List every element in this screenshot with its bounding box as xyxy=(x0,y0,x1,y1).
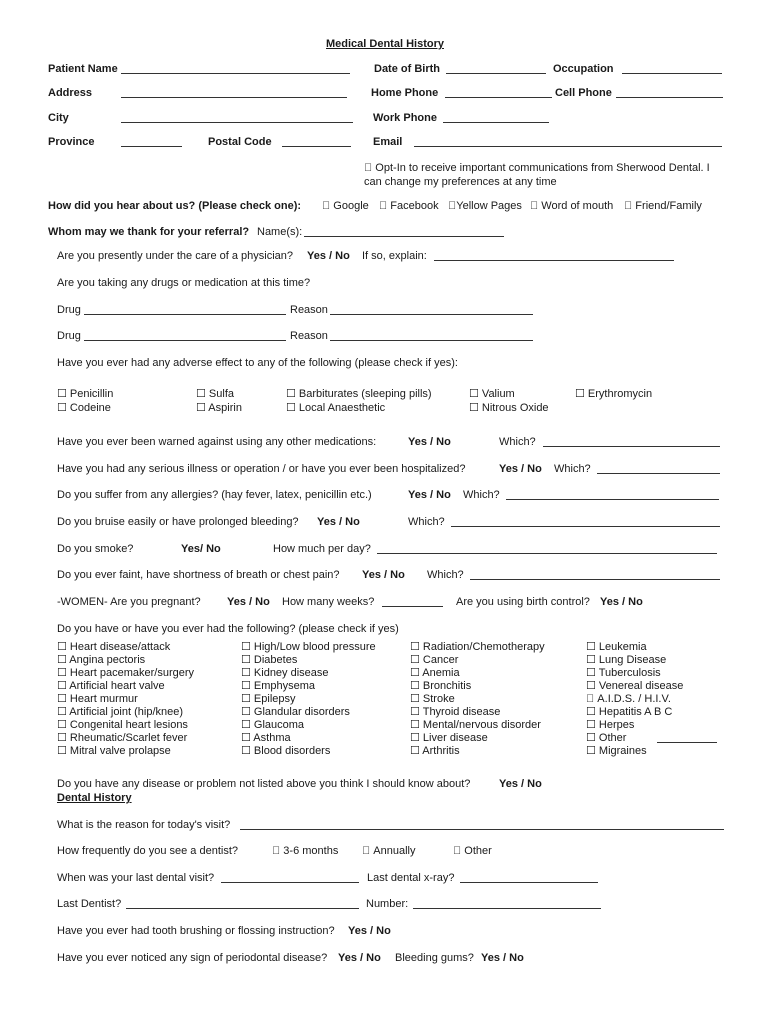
warned-which-field[interactable] xyxy=(543,435,720,447)
condition-checkbox[interactable]: ☐ Venereal disease xyxy=(586,680,684,692)
home-phone-label: Home Phone xyxy=(371,87,439,99)
illness-which-field[interactable] xyxy=(597,462,720,474)
condition-checkbox[interactable]: ☐ Other xyxy=(586,732,627,744)
adverse-checkbox[interactable]: ☐ Codeine xyxy=(57,402,111,414)
drug-label: Drug xyxy=(57,304,81,316)
number-label: Number: xyxy=(366,898,409,910)
faint-question: Do you ever faint, have shortness of breath or chest pain? xyxy=(57,569,340,581)
bleeding-gums-question: Bleeding gums? xyxy=(395,952,474,964)
condition-checkbox[interactable]: ☐ Rheumatic/Scarlet fever xyxy=(57,732,188,744)
allergies-which-field[interactable] xyxy=(506,488,719,500)
date-of-birth-label: Date of Birth xyxy=(374,63,440,75)
drug-label: Drug xyxy=(57,330,81,342)
email-field[interactable] xyxy=(414,135,722,147)
reason-field[interactable] xyxy=(330,303,533,315)
postal-code-label: Postal Code xyxy=(208,136,272,148)
adverse-checkbox[interactable]: ☐ Local Anaesthetic xyxy=(286,402,386,414)
condition-checkbox[interactable]: ☐ Artificial heart valve xyxy=(57,680,165,692)
condition-checkbox[interactable]: ☐ High/Low blood pressure xyxy=(241,641,376,653)
adverse-checkbox[interactable]: ☐ Erythromycin xyxy=(575,388,653,400)
adverse-checkbox[interactable]: ☐ Barbiturates (sleeping pills) xyxy=(286,388,432,400)
condition-checkbox[interactable]: ☐ Hepatitis A B C xyxy=(586,706,673,718)
last-xray-question: Last dental x-ray? xyxy=(367,872,455,884)
bruise-which-field[interactable] xyxy=(451,515,720,527)
warned-yes-no[interactable]: Yes / No xyxy=(408,436,451,448)
condition-checkbox[interactable]: ☐ Migraines xyxy=(586,745,647,757)
which-label: Which? xyxy=(427,569,464,581)
reason-label: Reason xyxy=(290,330,328,342)
visit-reason-field[interactable] xyxy=(240,818,724,830)
physician-question: Are you presently under the care of a physician? xyxy=(57,250,294,262)
referral-question: Whom may we thank for your referral? xyxy=(48,226,250,238)
opt-in-checkbox[interactable]: Opt-In to receive important communications from Sherwood Dental. I xyxy=(364,162,699,174)
dental-history-heading: Dental History xyxy=(57,792,132,804)
smoke-yes-no[interactable]: Yes/ No xyxy=(181,543,221,555)
hear-yellow-pages-option[interactable]: Yellow Pages xyxy=(448,200,514,212)
last-dentist-label: Last Dentist? xyxy=(57,898,122,910)
which-label: Which? xyxy=(554,463,591,475)
condition-checkbox[interactable]: ☐ Radiation/Chemotherapy xyxy=(410,641,545,653)
work-phone-field[interactable] xyxy=(443,111,549,123)
last-visit-field[interactable] xyxy=(221,871,359,883)
other-disease-yes-no[interactable]: Yes / No xyxy=(499,778,542,790)
which-label: Which? xyxy=(463,489,500,501)
bleeding-gums-yes-no[interactable]: Yes / No xyxy=(481,952,524,964)
which-label: Which? xyxy=(408,516,445,528)
condition-checkbox[interactable]: ☐ Bronchitis xyxy=(410,680,472,692)
faint-which-field[interactable] xyxy=(470,568,720,580)
condition-checkbox[interactable]: ☐ Epilepsy xyxy=(241,693,296,705)
condition-checkbox[interactable]: A.I.D.S. / H.I.V. xyxy=(586,693,660,705)
bruise-question: Do you bruise easily or have prolonged bleeding? xyxy=(57,516,299,528)
city-field[interactable] xyxy=(121,111,353,123)
adverse-checkbox[interactable]: ☐ Aspirin xyxy=(196,402,242,414)
which-label: Which? xyxy=(499,436,536,448)
city-label: City xyxy=(48,112,69,124)
hear-friend-family-option[interactable]: Friend/Family xyxy=(624,200,691,212)
condition-checkbox[interactable]: ☐ Lung Disease xyxy=(586,654,667,666)
how-much-label: How much per day? xyxy=(273,543,371,555)
condition-checkbox[interactable]: ☐ Tuberculosis xyxy=(586,667,661,679)
condition-checkbox[interactable]: ☐ Angina pectoris xyxy=(57,654,146,666)
province-field[interactable] xyxy=(121,135,182,147)
drug-field[interactable] xyxy=(84,329,286,341)
pregnant-question: -WOMEN- Are you pregnant? xyxy=(57,596,201,608)
condition-checkbox[interactable]: ☐ Artificial joint (hip/knee) xyxy=(57,706,184,718)
illness-question: Have you had any serious illness or operation / or have you ever been hospitalized? xyxy=(57,463,466,475)
referral-names-label: Name(s): xyxy=(257,226,303,238)
frequency-question: How frequently do you see a dentist? xyxy=(57,845,239,857)
physician-explain-field[interactable] xyxy=(434,249,674,261)
weeks-label: How many weeks? xyxy=(282,596,375,608)
weeks-field[interactable] xyxy=(382,595,443,607)
condition-checkbox[interactable]: ☐ Glandular disorders xyxy=(241,706,350,718)
illness-yes-no[interactable]: Yes / No xyxy=(499,463,542,475)
brushing-yes-no[interactable]: Yes / No xyxy=(348,925,391,937)
frequency-other-option[interactable]: Other xyxy=(453,845,481,857)
cell-phone-label: Cell Phone xyxy=(555,87,612,99)
reason-field[interactable] xyxy=(330,329,533,341)
allergies-yes-no[interactable]: Yes / No xyxy=(408,489,451,501)
drugs-question: Are you taking any drugs or medication at this time? xyxy=(57,277,311,289)
address-field[interactable] xyxy=(121,86,347,98)
condition-checkbox[interactable]: ☐ Heart murmur xyxy=(57,693,138,705)
referral-names-field[interactable] xyxy=(304,225,504,237)
condition-checkbox[interactable]: ☐ Heart pacemaker/surgery xyxy=(57,667,195,679)
occupation-label: Occupation xyxy=(553,63,614,75)
adverse-checkbox[interactable]: ☐ Penicillin xyxy=(57,388,114,400)
last-visit-question: When was your last dental visit? xyxy=(57,872,215,884)
work-phone-label: Work Phone xyxy=(373,112,437,124)
condition-checkbox[interactable]: ☐ Anemia xyxy=(410,667,460,679)
bruise-yes-no[interactable]: Yes / No xyxy=(317,516,360,528)
home-phone-field[interactable] xyxy=(445,86,552,98)
birth-control-yes-no[interactable]: Yes / No xyxy=(600,596,643,608)
birth-control-question: Are you using birth control? xyxy=(456,596,590,608)
adverse-checkbox[interactable]: ☐ Sulfa xyxy=(196,388,234,400)
condition-checkbox[interactable]: ☐ Arthritis xyxy=(410,745,460,757)
condition-checkbox[interactable]: ☐ Leukemia xyxy=(586,641,647,653)
condition-checkbox[interactable]: ☐ Heart disease/attack xyxy=(57,641,171,653)
hear-word-of-mouth-option[interactable]: Word of mouth xyxy=(530,200,602,212)
hear-google-option[interactable]: Google xyxy=(322,200,358,212)
other-disease-question: Do you have any disease or problem not listed above you think I should know about? xyxy=(57,778,471,790)
drug-field[interactable] xyxy=(84,303,286,315)
visit-reason-question: What is the reason for today's visit? xyxy=(57,819,231,831)
condition-checkbox[interactable]: ☐ Mental/nervous disorder xyxy=(410,719,541,731)
cell-phone-field[interactable] xyxy=(616,86,723,98)
condition-checkbox[interactable]: ☐ Asthma xyxy=(241,732,291,744)
periodontal-question: Have you ever noticed any sign of periodontal disease? xyxy=(57,952,328,964)
allergies-question: Do you suffer from any allergies? (hay fever, latex, penicillin etc.) xyxy=(57,489,372,501)
frequency-annually-option[interactable]: Annually xyxy=(362,845,405,857)
condition-checkbox[interactable]: ☐ Liver disease xyxy=(410,732,488,744)
condition-checkbox[interactable]: ☐ Emphysema xyxy=(241,680,316,692)
last-xray-field[interactable] xyxy=(460,871,598,883)
smoke-question: Do you smoke? xyxy=(57,543,134,555)
email-label: Email xyxy=(373,136,403,148)
province-label: Province xyxy=(48,136,95,148)
address-label: Address xyxy=(48,87,93,99)
patient-name-field[interactable] xyxy=(121,62,350,74)
faint-yes-no[interactable]: Yes / No xyxy=(362,569,405,581)
date-of-birth-field[interactable] xyxy=(446,62,546,74)
condition-checkbox[interactable]: ☐ Blood disorders xyxy=(241,745,331,757)
condition-checkbox[interactable]: ☐ Diabetes xyxy=(241,654,298,666)
adverse-checkbox[interactable]: ☐ Nitrous Oxide xyxy=(469,402,549,414)
form-title: Medical Dental History xyxy=(326,38,444,50)
warned-question: Have you ever been warned against using any other medications: xyxy=(57,436,377,448)
last-dentist-field[interactable] xyxy=(126,897,359,909)
opt-in-text: can change my preferences at any time xyxy=(364,176,557,188)
adverse-question: Have you ever had any adverse effect to any of the following (please check if yes): xyxy=(57,357,458,369)
condition-checkbox[interactable]: ☐ Cancer xyxy=(410,654,459,666)
condition-checkbox[interactable]: ☐ Kidney disease xyxy=(241,667,329,679)
hear-about-question: How did you hear about us? (Please check one): xyxy=(48,200,302,212)
condition-checkbox[interactable]: ☐ Congenital heart lesions xyxy=(57,719,188,731)
pregnant-yes-no[interactable]: Yes / No xyxy=(227,596,270,608)
number-field[interactable] xyxy=(413,897,601,909)
other-condition-field[interactable] xyxy=(657,731,717,743)
condition-checkbox[interactable]: ☐ Thyroid disease xyxy=(410,706,501,718)
how-much-field[interactable] xyxy=(377,542,717,554)
occupation-field[interactable] xyxy=(622,62,722,74)
brushing-question: Have you ever had tooth brushing or flossing instruction? xyxy=(57,925,335,937)
reason-label: Reason xyxy=(290,304,328,316)
hear-facebook-option[interactable]: Facebook xyxy=(379,200,428,212)
adverse-checkbox[interactable]: ☐ Valium xyxy=(469,388,515,400)
postal-code-field[interactable] xyxy=(282,135,351,147)
periodontal-yes-no[interactable]: Yes / No xyxy=(338,952,381,964)
conditions-question: Do you have or have you ever had the following? (please check if yes) xyxy=(57,623,399,635)
physician-explain-label: If so, explain: xyxy=(362,250,427,262)
frequency-3-6-months-option[interactable]: 3-6 months xyxy=(272,845,328,857)
patient-name-label: Patient Name xyxy=(48,63,118,75)
condition-checkbox[interactable]: ☐ Glaucoma xyxy=(241,719,305,731)
physician-yes-no[interactable]: Yes / No xyxy=(307,250,350,262)
condition-checkbox[interactable]: ☐ Stroke xyxy=(410,693,455,705)
condition-checkbox[interactable]: ☐ Herpes xyxy=(586,719,635,731)
condition-checkbox[interactable]: ☐ Mitral valve prolapse xyxy=(57,745,171,757)
